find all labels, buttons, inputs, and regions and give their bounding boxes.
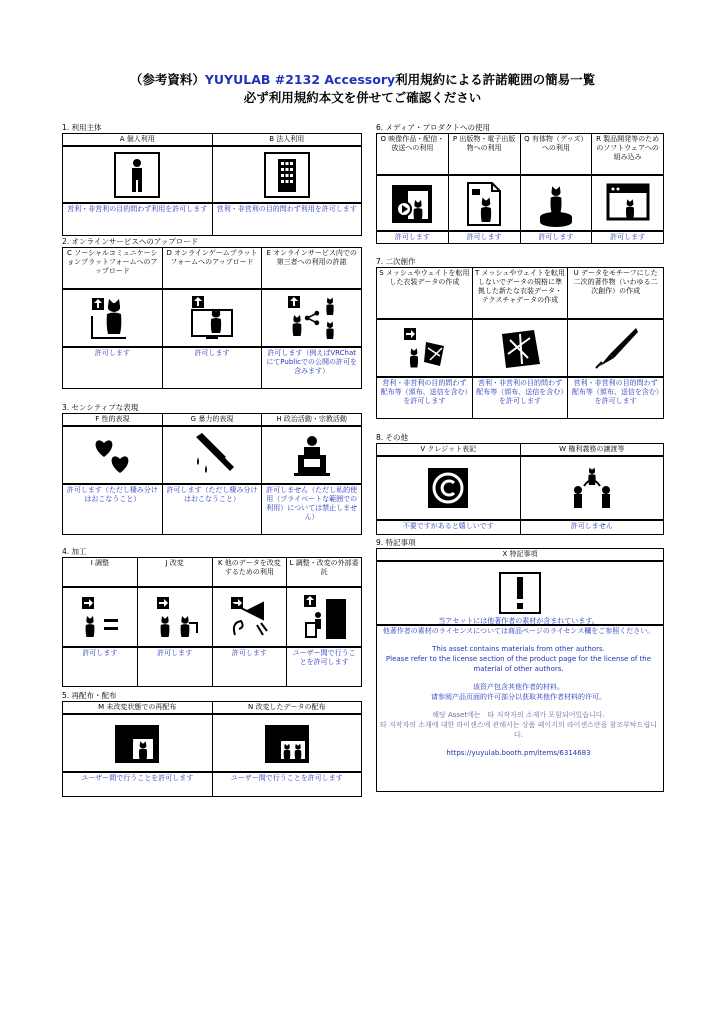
cell-result: 許可します [231,649,267,657]
cell-header: U データをモチーフにした二次的著作物（いわゆる二次創作）の作成 [568,268,663,320]
cell-header: P 出版物・電子出版物への利用 [449,134,520,176]
note-ko-2: 타 저작자의 소재에 대한 라이센스에 관해서는 상품 페이지의 라이센스란을 참조부탁드립니다. [380,721,657,739]
cell-header: J 改変 [138,558,212,588]
cell-result: 許可しません（ただし私的使用（プライベートな範囲での利用）については禁止しません） [266,486,358,521]
note-en-1: This asset contains materials from other authors. [432,645,605,653]
cell-new-costume-texture [472,268,568,418]
cell-header: G 暴力的表現 [163,414,262,427]
cell-video-broadcast [377,134,448,243]
title-brand: YUYULAB #2132 Accessory [204,72,396,87]
cell-game-upload [162,248,262,388]
cell-result: 許可します [94,349,130,357]
cell-header: E オンラインサービス内での第三者への利用の許諾 [262,248,361,290]
cell-result: 営利・非営利の目的問わず配布等（頒布、送信を含む）を許可します [571,379,660,405]
fabric-icon [473,320,568,378]
cell-modified-distribution [212,702,362,796]
software-window-icon [592,176,663,232]
cell-header: C ソーシャルコミュニケーションプラットフォームへのアップロード [63,248,162,290]
adjust-icon [63,588,137,648]
cell-violent-expression [162,414,262,534]
cell-header: V クレジット表記 [377,444,520,457]
cell-result: 許可しません [570,522,613,530]
cell-header: X 特記事項 [377,549,663,562]
cell-header: T メッシュやウェイトを転用しないでデータの規格に準拠した新たな衣装データ・テクスチャデータの作成 [473,268,568,320]
cell-result: 許可します [538,233,574,241]
video-cat-icon [377,176,448,232]
cell-corporate-use [212,134,362,235]
cell-fan-works [567,268,663,418]
cell-goods [520,134,592,243]
cell-result: 許可します [82,649,118,657]
cell-result: 許可します（ただし棲み分けはおこなうこと） [166,486,258,503]
section-title: 8. その他 [376,433,409,442]
copyright-icon [377,457,520,521]
share-cat-icon [262,290,361,348]
cell-header: N 改変したデータの配布 [213,702,362,715]
note-zh-2: 请参阅产品页面的许可部分以获取其他作者材料的许可。 [431,693,606,701]
section-derivative-works [376,256,664,419]
redistribute-modified-icon [213,715,362,773]
section-title: 6. メディア・プロダクトへの使用 [376,123,490,132]
person-icon [63,147,212,204]
bow-icon [213,588,287,648]
document-cat-icon [449,176,520,232]
cell-result: 許可します（例えばVRChatにてPublicでの公開の許可を含みます） [266,349,358,375]
section-processing [62,546,362,687]
license-table [62,557,362,687]
cell-software-embedding [591,134,663,243]
cell-result: 許可します [157,649,193,657]
cell-result: 許可します [394,233,430,241]
cell-result: 営利・非営利の目的問わず利用を許可します [216,205,357,213]
note-ko-1: 해당 Asset에는 타 저작자의 소재가 포함되어있습니다. [432,711,605,719]
cell-result: 営利・非営利の目的問わず配布等（頒布、送信を含む）を許可します [380,379,469,405]
cell-rights-transfer [520,444,664,534]
cell-modification [137,558,212,686]
cell-header: O 映像作品・配信・放送への利用 [377,134,448,176]
modify-icon [138,588,212,648]
section-title: 9. 特記事項 [376,538,416,547]
cell-result: 許可します [466,233,502,241]
cell-result: ユーザー間で行うことを許可します [292,649,356,666]
section-user-subject [62,122,362,236]
cell-header: M 未改変状態での再配布 [63,702,212,715]
section-title: 5. 再配布・配布 [62,691,117,700]
cell-mesh-costume [377,268,472,418]
cell-header: D オンラインゲームプラットフォームへのアップロード [163,248,262,290]
section-media-products [376,122,664,244]
cell-outsourcing [286,558,361,686]
cell-header: R 製品開発等のためのソフトウェアへの組み込み [592,134,663,176]
cell-header: L 調整・改変の外部委託 [287,558,361,588]
license-table [62,247,362,389]
cell-result: ユーザー間で行うことを許可します [230,774,343,782]
cell-personal-use [63,134,212,235]
section-title: 4. 加工 [62,547,87,556]
cell-use-for-modifying-other-data [212,558,287,686]
note-ja-2: 他著作者の素材のライセンスについては商品ページのライセンス欄をご参照ください。 [382,627,655,635]
section-other [376,432,664,535]
upload-cat-icon [63,290,162,348]
cell-header: I 調整 [63,558,137,588]
cell-header: S メッシュやウェイトを転用した衣装データの作成 [377,268,472,320]
pen-icon [568,320,663,378]
cell-header: B 法人利用 [213,134,362,147]
cell-header: Q 有体物（グッズ）への利用 [521,134,592,176]
note-ja-1: 当アセットには他著作者の素材が含まれています。 [438,617,599,625]
cell-header: H 政治活動・宗教活動 [262,414,361,427]
cell-social-upload [63,248,162,388]
license-table [62,133,362,236]
cell-result: 営利・非営利の目的問わず利用を許可します [67,205,208,213]
cell-result: 許可します [194,349,230,357]
upload-monitor-cat-icon [163,290,262,348]
cell-result: 営利・非営利の目的問わず配布等（頒布、送信を含む）を許可します [476,379,564,405]
cell-political-religious [261,414,361,534]
page-title [0,70,725,88]
cell-third-party-license [261,248,361,388]
section-sensitive-expression [62,402,362,535]
page-subtitle: 必ず利用規約本文を併せてご確認ください [243,90,482,105]
cell-credit-notation [377,444,520,534]
title-suffix: 利用規約による許諾範囲の簡易一覧 [395,72,596,87]
cell-header: W 権利義務の譲渡等 [521,444,664,457]
cell-unmodified-redistribution [63,702,212,796]
special-notes-text [376,616,661,758]
section-title: 3. センシティブな表現 [62,403,139,412]
cell-result: 許可します（ただし棲み分けはおこなうこと） [66,486,158,503]
cell-header: K 他のデータを改変するための利用 [213,558,287,588]
cell-sexual-expression [63,414,162,534]
cell-result: 不要ですがあると嬉しいです [402,522,494,530]
transfer-icon [521,457,664,521]
license-table [62,701,362,797]
cell-header: A 個人利用 [63,134,212,147]
goods-icon [521,176,592,232]
hearts-icon [63,427,162,485]
license-table [376,267,664,419]
mesh-cat-icon [377,320,472,378]
building-icon [213,147,362,204]
section-title: 1. 利用主体 [62,123,102,132]
section-online-upload [62,236,362,389]
section-title: 7. 二次創作 [376,257,416,266]
knife-icon [163,427,262,485]
cell-result: ユーザー間で行うことを許可します [81,774,194,782]
section-redistribution [62,690,362,797]
note-en-2: Please refer to the license section of the product page for the license of the material of other authors. [385,655,652,673]
title-prefix: （参考資料） [129,72,205,87]
product-url-link[interactable]: https://yuyulab.booth.pm/items/6314683 [446,749,591,757]
license-table [376,443,664,535]
cell-header: F 性的表現 [63,414,162,427]
note-zh-1: 该资产包含其他作者的材料。 [473,683,564,691]
outsource-icon [287,588,361,648]
license-table [62,413,362,535]
cell-adjustment [63,558,137,686]
podium-icon [262,427,361,485]
redistribute-icon [63,715,212,773]
license-table [376,133,664,244]
cell-result: 許可します [610,233,646,241]
section-title: 2. オンラインサービスへのアップロード [62,237,199,246]
cell-publication [448,134,520,243]
